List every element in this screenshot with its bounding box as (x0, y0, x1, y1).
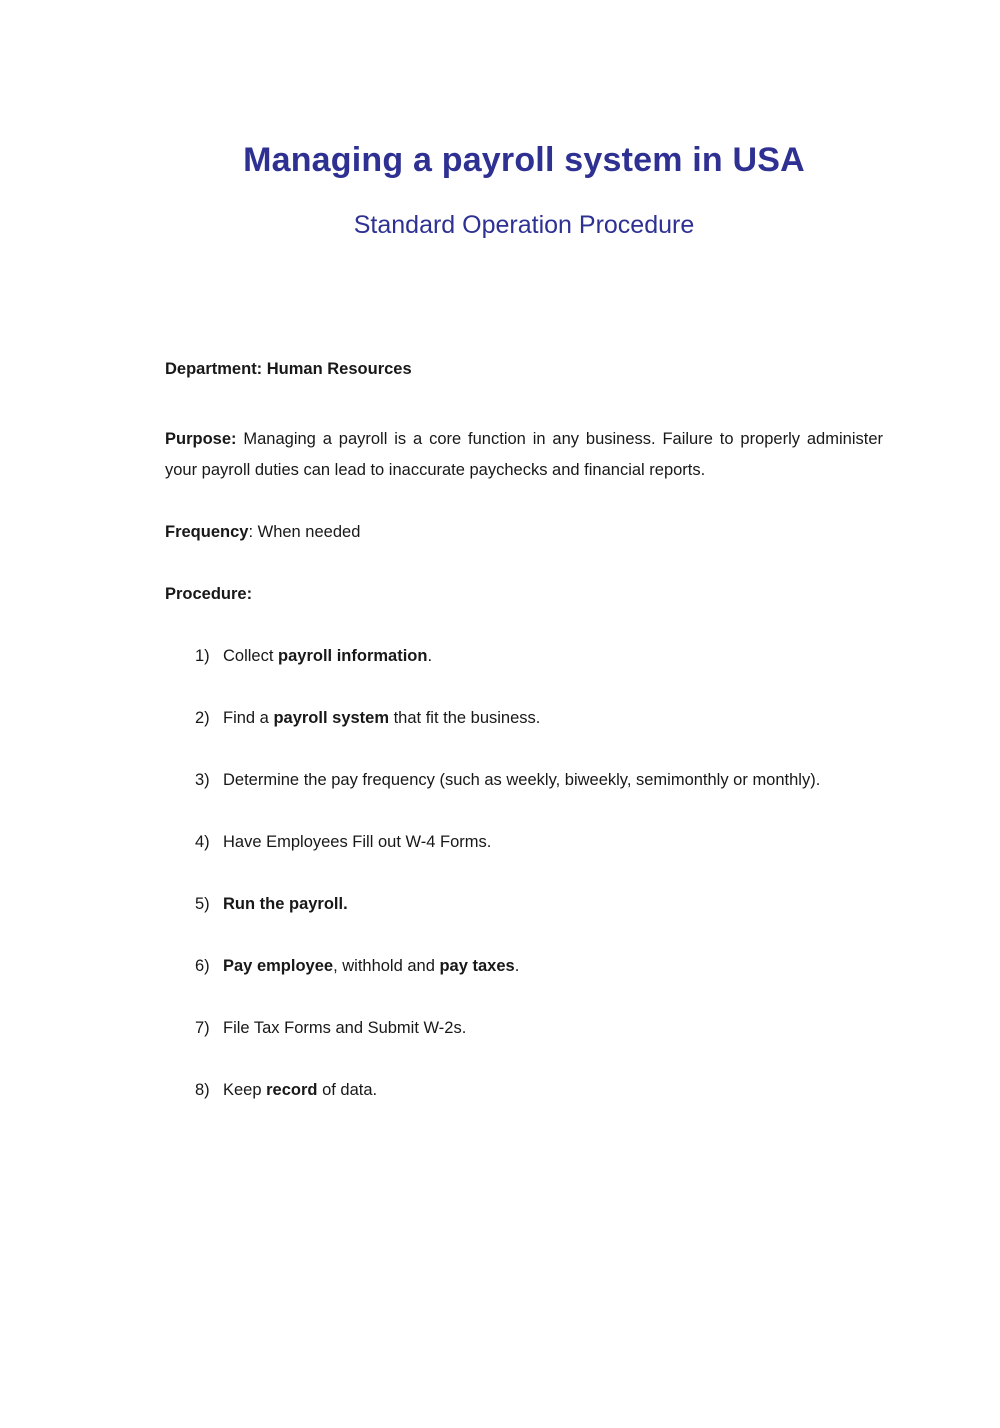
list-item-text: Determine the pay frequency (such as weekly, biweekly, semimonthly or monthly). (223, 771, 821, 789)
list-item-number: 7) (195, 1019, 210, 1037)
list-item (165, 889, 883, 920)
list-item-number: 2) (195, 709, 210, 727)
list-item-text: Run the payroll. (223, 895, 348, 913)
document-subtitle: Standard Operation Procedure (353, 211, 695, 239)
list-item (165, 827, 883, 858)
list-item-text: Collect payroll information. (223, 647, 433, 665)
frequency-label: Frequency (165, 523, 249, 541)
list-item-number: 5) (195, 895, 210, 913)
list-item-number: 8) (195, 1081, 210, 1099)
frequency-text: : When needed (248, 523, 361, 541)
list-item-text: Keep record of data. (223, 1081, 378, 1099)
list-item-number: 6) (195, 957, 210, 975)
document-title: Managing a payroll system in USA (243, 141, 805, 179)
document-content (0, 138, 1000, 1106)
document-page (0, 138, 1000, 1428)
list-item-text: Pay employee, withhold and pay taxes. (223, 957, 520, 975)
list-item (165, 1013, 883, 1044)
list-item-number: 3) (195, 771, 210, 789)
list-item-text: Have Employees Fill out W-4 Forms. (223, 833, 492, 851)
procedure-heading: Procedure: (165, 585, 253, 603)
purpose-label: Purpose: (165, 430, 237, 448)
list-item (165, 703, 883, 734)
list-item-number: 4) (195, 833, 210, 851)
purpose-paragraph (165, 424, 883, 486)
department-line: Department: Human Resources (165, 360, 412, 378)
list-item (165, 765, 883, 796)
list-item-number: 1) (195, 647, 210, 665)
list-item (165, 1075, 883, 1106)
list-item-text: Find a payroll system that fit the business. (223, 709, 541, 727)
procedure-list (165, 641, 883, 1106)
frequency-line (165, 517, 883, 548)
list-item (165, 641, 883, 672)
purpose-text: Managing a payroll is a core function in any business. Failure to properly administer your payroll duties can lead to inaccurate paychecks and financial reports. (165, 430, 883, 479)
list-item (165, 951, 883, 982)
list-item-text: File Tax Forms and Submit W-2s. (223, 1019, 467, 1037)
